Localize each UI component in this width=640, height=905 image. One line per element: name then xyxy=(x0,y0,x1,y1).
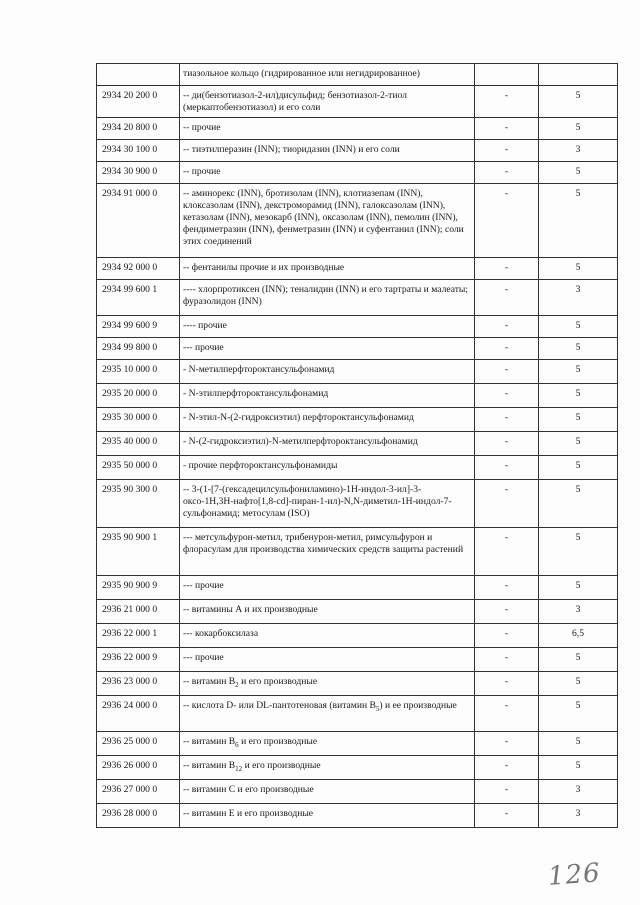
duty-value: - xyxy=(504,412,509,423)
table-row xyxy=(97,64,618,86)
table-row xyxy=(97,162,618,184)
cell-description: -- 3-(1-[7-(гексадецилсульфониламино)-1H-индол-3-ил]-3-оксо-1H,3H-нафто[1,8-cd]-пиран-1-ил)-N,N-диметил-1H-индол-7-сульфонамид; метосулам (ISO) xyxy=(180,480,475,528)
description-subscript: 12 xyxy=(235,764,243,773)
cell-code: 2934 99 600 9 xyxy=(97,316,180,338)
rate-value: 5 xyxy=(575,320,581,331)
cell-duty xyxy=(475,624,539,648)
rate-value: 3 xyxy=(575,604,581,615)
cell-rate xyxy=(539,64,618,86)
rate-value: 5 xyxy=(575,262,581,273)
cell-description: тиазольное кольцо (гидрированное или негидрированное) xyxy=(180,64,475,86)
rate-value: 5 xyxy=(575,484,581,495)
cell-rate xyxy=(539,338,618,360)
cell-description: -- прочие xyxy=(180,162,475,184)
cell-rate xyxy=(539,184,618,258)
rate-value: 5 xyxy=(575,412,581,423)
table-row xyxy=(97,756,618,780)
cell-rate xyxy=(539,316,618,338)
duty-value: - xyxy=(504,122,509,133)
rate-value: 5 xyxy=(575,532,581,543)
cell-rate xyxy=(539,756,618,780)
cell-code: 2936 25 000 0 xyxy=(97,732,180,756)
cell-description xyxy=(180,732,475,756)
table-row xyxy=(97,672,618,696)
table-row xyxy=(97,600,618,624)
cell-description: - прочие перфтороктансульфонамиды xyxy=(180,456,475,480)
cell-description: --- кокарбоксилаза xyxy=(180,624,475,648)
cell-code: 2934 30 900 0 xyxy=(97,162,180,184)
table-row xyxy=(97,184,618,258)
rate-value: 6,5 xyxy=(572,628,584,639)
duty-value: - xyxy=(504,460,509,471)
rate-value: 5 xyxy=(575,166,581,177)
duty-value: - xyxy=(504,342,509,353)
cell-code: 2935 20 000 0 xyxy=(97,384,180,408)
cell-duty xyxy=(475,384,539,408)
cell-duty xyxy=(475,432,539,456)
duty-value: - xyxy=(504,284,509,295)
cell-rate xyxy=(539,696,618,732)
cell-duty xyxy=(475,86,539,118)
cell-duty xyxy=(475,408,539,432)
cell-rate xyxy=(539,780,618,804)
cell-duty xyxy=(475,648,539,672)
duty-value: - xyxy=(504,676,509,687)
cell-duty xyxy=(475,360,539,384)
cell-description: - N-метилперфтороктансульфонамид xyxy=(180,360,475,384)
cell-rate xyxy=(539,804,618,828)
table-row xyxy=(97,648,618,672)
table-row xyxy=(97,316,618,338)
cell-code: 2934 92 000 0 xyxy=(97,258,180,280)
table-row xyxy=(97,408,618,432)
cell-code: 2934 99 800 0 xyxy=(97,338,180,360)
rate-value: 3 xyxy=(575,784,581,795)
rate-value: 3 xyxy=(575,284,581,295)
duty-value: - xyxy=(504,532,509,543)
cell-duty xyxy=(475,162,539,184)
cell-rate xyxy=(539,456,618,480)
cell-code: 2936 28 000 0 xyxy=(97,804,180,828)
cell-rate xyxy=(539,432,618,456)
cell-code: 2934 91 000 0 xyxy=(97,184,180,258)
cell-rate xyxy=(539,576,618,600)
rate-value: 5 xyxy=(575,736,581,747)
duty-value: - xyxy=(504,760,509,771)
rate-value: 3 xyxy=(575,144,581,155)
cell-description: -- аминорекс (INN), бротизолам (INN), клотиазепам (INN), клоксазолам (INN), декстроморамид (INN), галоксазолам (INN), кетазолам (INN), мезокарб (INN), оксазолам (INN), пемолин (INN), фендиметразин (INN), фенметразин (INN) и суфентанил (INN); соли этих соединений xyxy=(180,184,475,258)
cell-code: 2936 24 000 0 xyxy=(97,696,180,732)
cell-rate xyxy=(539,600,618,624)
cell-duty xyxy=(475,696,539,732)
table-row xyxy=(97,780,618,804)
table-row xyxy=(97,804,618,828)
cell-duty xyxy=(475,672,539,696)
rate-value: 5 xyxy=(575,188,581,199)
cell-duty xyxy=(475,480,539,528)
rate-value: 5 xyxy=(575,760,581,771)
cell-description: --- прочие xyxy=(180,648,475,672)
cell-rate xyxy=(539,732,618,756)
duty-value: - xyxy=(504,364,509,375)
cell-code xyxy=(97,64,180,86)
table-row xyxy=(97,432,618,456)
description-text: -- витамин B xyxy=(183,736,236,747)
cell-rate xyxy=(539,408,618,432)
cell-duty xyxy=(475,184,539,258)
description-text: ) и ее производные xyxy=(379,700,457,711)
duty-value: - xyxy=(504,604,509,615)
duty-value: - xyxy=(504,262,509,273)
rate-value: 5 xyxy=(575,90,581,101)
cell-code: 2935 10 000 0 xyxy=(97,360,180,384)
duty-value: - xyxy=(504,188,509,199)
duty-value: - xyxy=(504,580,509,591)
cell-description xyxy=(180,672,475,696)
cell-duty xyxy=(475,756,539,780)
cell-duty xyxy=(475,280,539,316)
cell-code: 2935 50 000 0 xyxy=(97,456,180,480)
duty-value: - xyxy=(504,144,509,155)
rate-value: 5 xyxy=(575,652,581,663)
cell-description: -- ди(бензотиазол-2-ил)дисульфид; бензотиазол-2-тиол (меркаптобензотиазол) и его соли xyxy=(180,86,475,118)
cell-duty xyxy=(475,732,539,756)
description-subscript: 5 xyxy=(375,704,380,713)
duty-value: - xyxy=(504,700,509,711)
rate-value: 5 xyxy=(575,342,581,353)
cell-duty xyxy=(475,804,539,828)
tariff-table xyxy=(96,63,618,828)
cell-code: 2934 20 200 0 xyxy=(97,86,180,118)
description-text: и его производные xyxy=(238,736,318,747)
cell-code: 2934 20 800 0 xyxy=(97,118,180,140)
cell-description: ---- хлорпротиксен (INN); теналидин (INN) и его тартраты и малеаты; фуразолидон (INN) xyxy=(180,280,475,316)
cell-duty xyxy=(475,600,539,624)
table-row xyxy=(97,360,618,384)
duty-value: - xyxy=(504,628,509,639)
cell-description xyxy=(180,696,475,732)
rate-value: 5 xyxy=(575,460,581,471)
cell-duty xyxy=(475,338,539,360)
table-row xyxy=(97,732,618,756)
description-text: -- кислота D- или DL-пантотеновая (витамин B xyxy=(183,700,376,711)
cell-code: 2936 23 000 0 xyxy=(97,672,180,696)
cell-description: - N-(2-гидроксиэтил)-N-метилперфтороктансульфонамид xyxy=(180,432,475,456)
cell-duty xyxy=(475,64,539,86)
duty-value: - xyxy=(504,166,509,177)
table-row xyxy=(97,280,618,316)
description-text: и его производные xyxy=(242,760,321,771)
cell-description: --- прочие xyxy=(180,576,475,600)
cell-code: 2935 90 900 9 xyxy=(97,576,180,600)
cell-duty xyxy=(475,316,539,338)
cell-description: --- прочие xyxy=(180,338,475,360)
cell-duty xyxy=(475,118,539,140)
cell-description: -- фентанилы прочие и их производные xyxy=(180,258,475,280)
cell-duty xyxy=(475,780,539,804)
duty-value: - xyxy=(504,652,509,663)
cell-rate xyxy=(539,258,618,280)
cell-code: 2935 90 300 0 xyxy=(97,480,180,528)
rate-value: 5 xyxy=(575,580,581,591)
rate-value: 5 xyxy=(575,436,581,447)
cell-rate xyxy=(539,648,618,672)
description-text: и его производные xyxy=(238,676,318,687)
cell-description: - N-этилперфтороктансульфонамид xyxy=(180,384,475,408)
cell-code: 2936 22 000 1 xyxy=(97,624,180,648)
rate-value: 5 xyxy=(575,364,581,375)
cell-rate xyxy=(539,118,618,140)
cell-rate xyxy=(539,360,618,384)
cell-rate xyxy=(539,528,618,576)
cell-duty xyxy=(475,140,539,162)
cell-code: 2936 26 000 0 xyxy=(97,756,180,780)
cell-description xyxy=(180,756,475,780)
cell-rate xyxy=(539,480,618,528)
cell-rate xyxy=(539,624,618,648)
cell-code: 2936 22 000 9 xyxy=(97,648,180,672)
cell-rate xyxy=(539,140,618,162)
rate-value: 5 xyxy=(575,700,581,711)
duty-value: - xyxy=(504,736,509,747)
table-row xyxy=(97,696,618,732)
page-number: 126 xyxy=(547,858,602,892)
cell-description: -- витамин E и его производные xyxy=(180,804,475,828)
duty-value: - xyxy=(504,484,509,495)
cell-rate xyxy=(539,280,618,316)
cell-description: -- витамин C и его производные xyxy=(180,780,475,804)
cell-code: 2935 90 900 1 xyxy=(97,528,180,576)
table-row xyxy=(97,384,618,408)
tariff-table-body xyxy=(97,64,618,828)
duty-value: - xyxy=(504,388,509,399)
table-row xyxy=(97,528,618,576)
cell-code: 2936 27 000 0 xyxy=(97,780,180,804)
cell-description: - N-этил-N-(2-гидроксиэтил) перфтороктансульфонамид xyxy=(180,408,475,432)
description-subscript: 2 xyxy=(235,680,239,689)
rate-value: 5 xyxy=(575,676,581,687)
cell-description: -- витамины А и их производные xyxy=(180,600,475,624)
cell-description: --- метсульфурон-метил, трибенурон-метил, римсульфурон и флорасулам для производства химических средств защиты растений xyxy=(180,528,475,576)
cell-description: ---- прочие xyxy=(180,316,475,338)
cell-code: 2934 99 600 1 xyxy=(97,280,180,316)
table-row xyxy=(97,456,618,480)
duty-value: - xyxy=(504,320,509,331)
cell-code: 2935 30 000 0 xyxy=(97,408,180,432)
duty-value: - xyxy=(504,90,509,101)
cell-duty xyxy=(475,258,539,280)
table-row xyxy=(97,258,618,280)
table-row xyxy=(97,118,618,140)
cell-code: 2935 40 000 0 xyxy=(97,432,180,456)
cell-rate xyxy=(539,162,618,184)
cell-duty xyxy=(475,456,539,480)
cell-duty xyxy=(475,576,539,600)
cell-rate xyxy=(539,384,618,408)
description-text: -- витамин B xyxy=(183,676,236,687)
cell-description: -- тиэтилперазин (INN); тиоридазин (INN) и его соли xyxy=(180,140,475,162)
rate-value: 3 xyxy=(575,808,581,819)
cell-description: -- прочие xyxy=(180,118,475,140)
table-row xyxy=(97,338,618,360)
cell-code: 2936 21 000 0 xyxy=(97,600,180,624)
cell-rate xyxy=(539,86,618,118)
table-row xyxy=(97,480,618,528)
duty-value: - xyxy=(504,784,509,795)
cell-duty xyxy=(475,528,539,576)
cell-code: 2934 30 100 0 xyxy=(97,140,180,162)
table-row xyxy=(97,576,618,600)
rate-value: 5 xyxy=(575,122,581,133)
duty-value: - xyxy=(504,436,509,447)
table-row xyxy=(97,140,618,162)
description-text: -- витамин B xyxy=(183,760,236,771)
table-row xyxy=(97,86,618,118)
description-subscript: 6 xyxy=(235,740,239,749)
rate-value: 5 xyxy=(575,388,581,399)
table-row xyxy=(97,624,618,648)
cell-rate xyxy=(539,672,618,696)
duty-value: - xyxy=(504,808,509,819)
